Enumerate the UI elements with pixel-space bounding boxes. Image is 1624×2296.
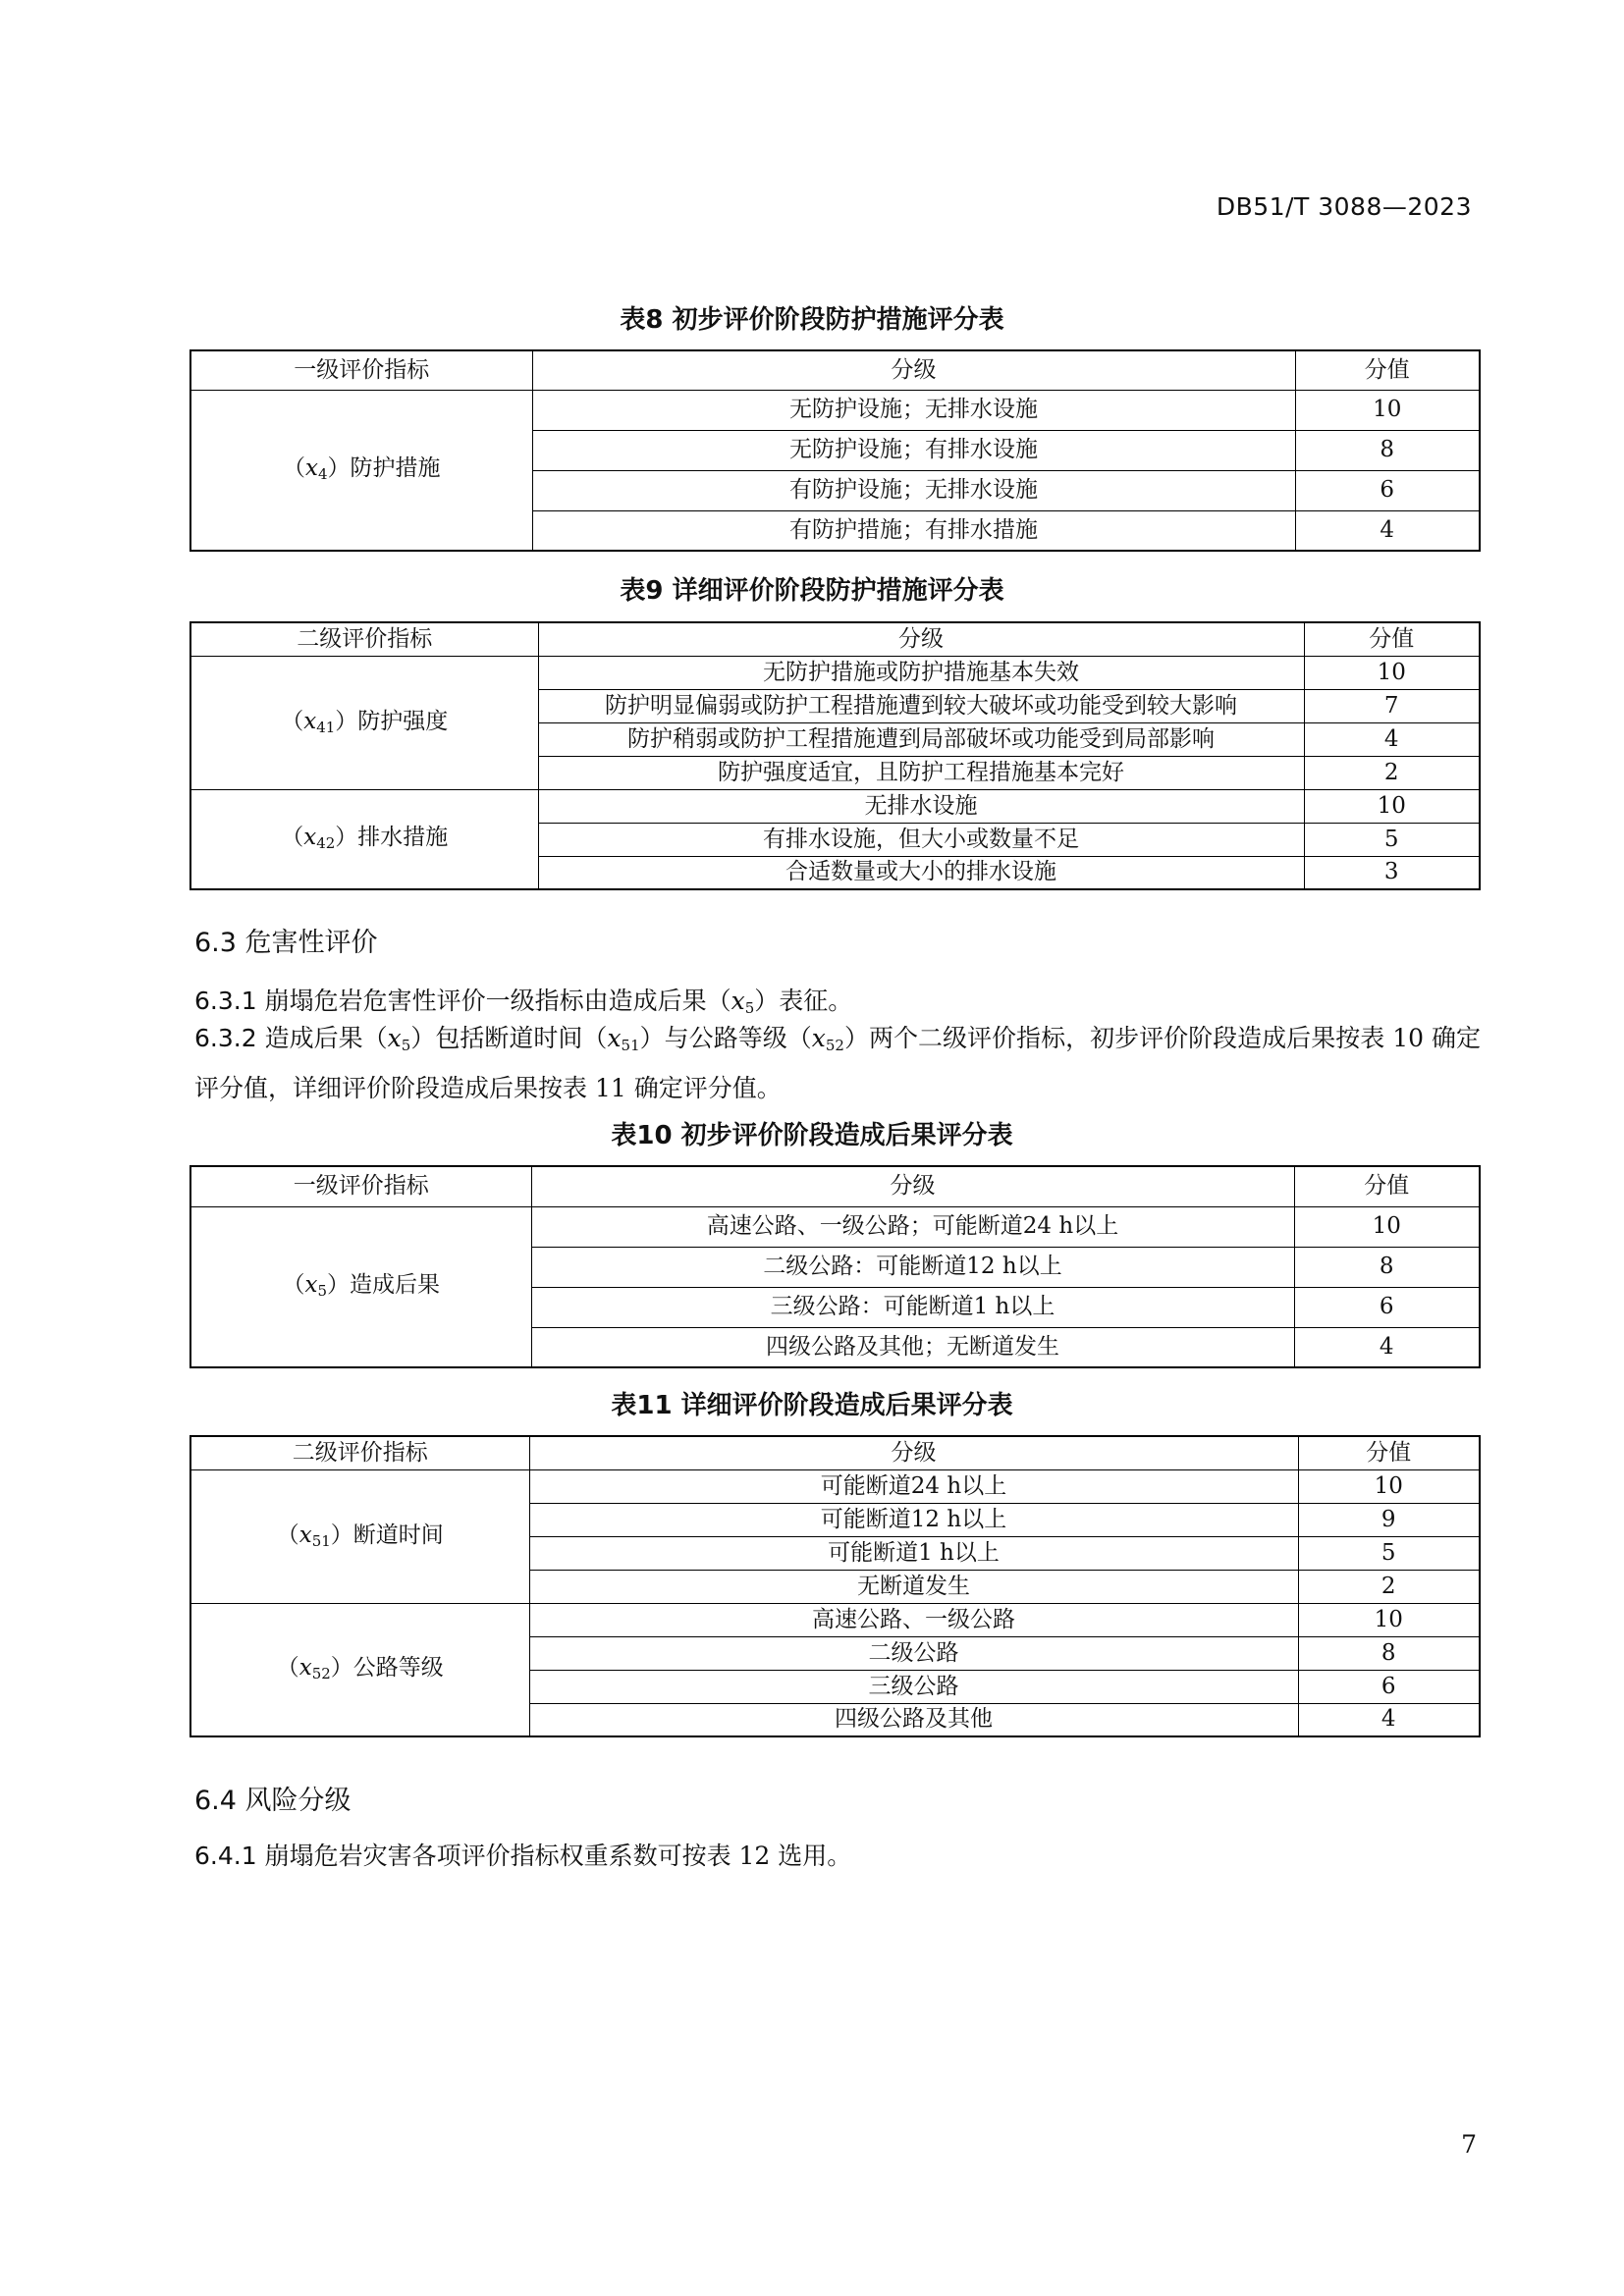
grade-cell: 三级公路：可能断道1 h以上 [531, 1287, 1294, 1327]
grade-cell: 无断道发生 [529, 1570, 1298, 1603]
score-cell: 5 [1298, 1536, 1480, 1570]
section-6-3-heading: 6.3 危害性评价 [194, 928, 378, 958]
indicator-var: x [731, 987, 745, 1015]
paragraph-6-3-2 [194, 1017, 1481, 1109]
grade-cell: 无防护措施或防护措施基本失效 [538, 656, 1304, 689]
score-cell: 10 [1304, 656, 1480, 689]
indicator-var: x [304, 1272, 318, 1299]
indicator-sub: 41 [316, 718, 336, 736]
indicator-var: x [811, 1024, 826, 1052]
table-row [190, 390, 1480, 430]
score-cell: 5 [1304, 823, 1480, 856]
indicator-label: 防护强度 [357, 708, 449, 734]
table8-col-grade: 分级 [532, 350, 1295, 390]
score-cell: 8 [1294, 1247, 1480, 1287]
paragraph-text: 崩塌危岩危害性评价一级指标由造成后果（ [264, 987, 731, 1015]
page-number: 7 [1461, 2130, 1477, 2159]
table-row [190, 1206, 1480, 1247]
paragraph-text: 崩塌危岩灾害各项评价指标权重系数可按表 12 选用。 [264, 1842, 852, 1870]
clause-number: 6.3.2 [194, 1024, 257, 1052]
score-cell: 4 [1295, 510, 1480, 551]
score-cell: 6 [1295, 470, 1480, 510]
indicator-var: x [298, 1522, 312, 1548]
indicator-sub: 5 [744, 999, 755, 1017]
table8-col-score: 分值 [1295, 350, 1480, 390]
table8-header-row [190, 350, 1480, 390]
table11-caption: 表11 详细评价阶段造成后果评分表 [611, 1391, 1013, 1420]
indicator-var: x [303, 708, 317, 734]
section-6-4-heading: 6.4 风险分级 [194, 1786, 352, 1816]
table10 [189, 1165, 1481, 1368]
score-cell: 3 [1304, 856, 1480, 889]
table9-header-row [190, 622, 1480, 656]
score-cell: 4 [1294, 1327, 1480, 1367]
indicator-var: x [387, 1024, 402, 1052]
indicator-var: x [304, 455, 318, 482]
table10-caption: 表10 初步评价阶段造成后果评分表 [611, 1121, 1013, 1150]
score-cell: 8 [1295, 430, 1480, 470]
indicator-sub: 52 [311, 1665, 331, 1683]
paragraph-6-4-1 [194, 1835, 1481, 1877]
indicator-label: 公路等级 [352, 1655, 444, 1682]
score-cell: 2 [1304, 756, 1480, 789]
grade-cell: 三级公路 [529, 1670, 1298, 1703]
indicator-var: x [607, 1024, 622, 1052]
indicator-sub: 5 [401, 1037, 411, 1054]
table10-col-score: 分值 [1294, 1166, 1480, 1206]
score-cell: 10 [1294, 1206, 1480, 1247]
table11-col-score: 分值 [1298, 1436, 1480, 1469]
table11-indicator-cell-x51: $(x_{51})$断道时间 [190, 1469, 529, 1603]
score-cell: 7 [1304, 689, 1480, 722]
score-cell: 10 [1304, 789, 1480, 823]
score-cell: 10 [1298, 1469, 1480, 1503]
indicator-label: 造成后果 [350, 1272, 441, 1299]
indicator-label: 防护措施 [350, 455, 441, 482]
table9-indicator-cell-x41: $(x_{41})$防护强度 [190, 656, 538, 789]
indicator-sub: 51 [621, 1037, 640, 1054]
paragraph-text: ）表征。 [754, 987, 853, 1015]
table11-header-row [190, 1436, 1480, 1469]
indicator-sub: 5 [317, 1282, 328, 1301]
grade-cell: 有排水设施，但大小或数量不足 [538, 823, 1304, 856]
score-cell: 10 [1295, 390, 1480, 430]
grade-cell: 二级公路 [529, 1636, 1298, 1670]
score-cell: 6 [1298, 1670, 1480, 1703]
paragraph-text: ）两个二级评价指标，初步评价阶段造成后果按表 10 确定评分值，详细评价阶段造成后果按表 11 确定评分值。 [194, 1024, 1481, 1102]
score-cell: 6 [1294, 1287, 1480, 1327]
clause-number: 6.4.1 [194, 1842, 257, 1870]
table9-indicator-cell-x42: $(x_{42})$排水措施 [190, 789, 538, 889]
score-cell: 9 [1298, 1503, 1480, 1536]
grade-cell: 防护稍弱或防护工程措施遭到局部破坏或功能受到局部影响 [538, 722, 1304, 756]
table11-col-grade: 分级 [529, 1436, 1298, 1469]
table10-col-indicator: 一级评价指标 [190, 1166, 531, 1206]
grade-cell: 防护强度适宜，且防护工程措施基本完好 [538, 756, 1304, 789]
grade-cell: 无防护设施；无排水设施 [532, 390, 1295, 430]
score-cell: 10 [1298, 1603, 1480, 1636]
table-row [190, 789, 1480, 823]
table10-header-row [190, 1166, 1480, 1206]
indicator-sub: 4 [317, 465, 328, 484]
indicator-sub: 42 [316, 834, 336, 853]
table11 [189, 1435, 1481, 1737]
paragraph-text: ）与公路等级（ [639, 1024, 812, 1052]
grade-cell: 四级公路及其他 [529, 1703, 1298, 1736]
grade-cell: 可能断道1 h以上 [529, 1536, 1298, 1570]
score-cell: 2 [1298, 1570, 1480, 1603]
score-cell: 8 [1298, 1636, 1480, 1670]
grade-cell: 无排水设施 [538, 789, 1304, 823]
grade-cell: 合适数量或大小的排水设施 [538, 856, 1304, 889]
table9-col-indicator: 二级评价指标 [190, 622, 538, 656]
table-row [190, 1469, 1480, 1503]
grade-cell: 高速公路、一级公路；可能断道24 h以上 [531, 1206, 1294, 1247]
table10-col-grade: 分级 [531, 1166, 1294, 1206]
document-code: DB51/T 3088—2023 [1216, 192, 1472, 221]
table8 [189, 349, 1481, 552]
table10-indicator-cell: $(x_5)$造成后果 [190, 1206, 531, 1367]
table11-indicator-cell-x52: $(x_{52})$公路等级 [190, 1603, 529, 1736]
grade-cell: 防护明显偏弱或防护工程措施遭到较大破坏或功能受到较大影响 [538, 689, 1304, 722]
indicator-sub: 52 [825, 1037, 844, 1054]
table11-col-indicator: 二级评价指标 [190, 1436, 529, 1469]
grade-cell: 二级公路：可能断道12 h以上 [531, 1247, 1294, 1287]
table-row [190, 1603, 1480, 1636]
grade-cell: 四级公路及其他；无断道发生 [531, 1327, 1294, 1367]
table9 [189, 621, 1481, 890]
clause-number: 6.3.1 [194, 987, 257, 1015]
indicator-label: 排水措施 [357, 825, 449, 851]
table8-indicator-cell: $(x_4)$防护措施 [190, 390, 532, 551]
indicator-var: x [298, 1655, 312, 1682]
grade-cell: 可能断道12 h以上 [529, 1503, 1298, 1536]
table9-col-grade: 分级 [538, 622, 1304, 656]
grade-cell: 有防护措施；有排水措施 [532, 510, 1295, 551]
table-row [190, 656, 1480, 689]
grade-cell: 有防护设施；无排水设施 [532, 470, 1295, 510]
table8-col-indicator: 一级评价指标 [190, 350, 532, 390]
table8-caption: 表8 初步评价阶段防护措施评分表 [620, 305, 1004, 335]
indicator-label: 断道时间 [352, 1522, 444, 1548]
table9-caption: 表9 详细评价阶段防护措施评分表 [620, 576, 1004, 606]
score-cell: 4 [1304, 722, 1480, 756]
paragraph-text: ）包括断道时间（ [410, 1024, 608, 1052]
table9-col-score: 分值 [1304, 622, 1480, 656]
indicator-var: x [303, 825, 317, 851]
score-cell: 4 [1298, 1703, 1480, 1736]
paragraph-text: 造成后果（ [264, 1024, 388, 1052]
indicator-sub: 51 [311, 1531, 331, 1550]
grade-cell: 高速公路、一级公路 [529, 1603, 1298, 1636]
grade-cell: 可能断道24 h以上 [529, 1469, 1298, 1503]
grade-cell: 无防护设施；有排水设施 [532, 430, 1295, 470]
